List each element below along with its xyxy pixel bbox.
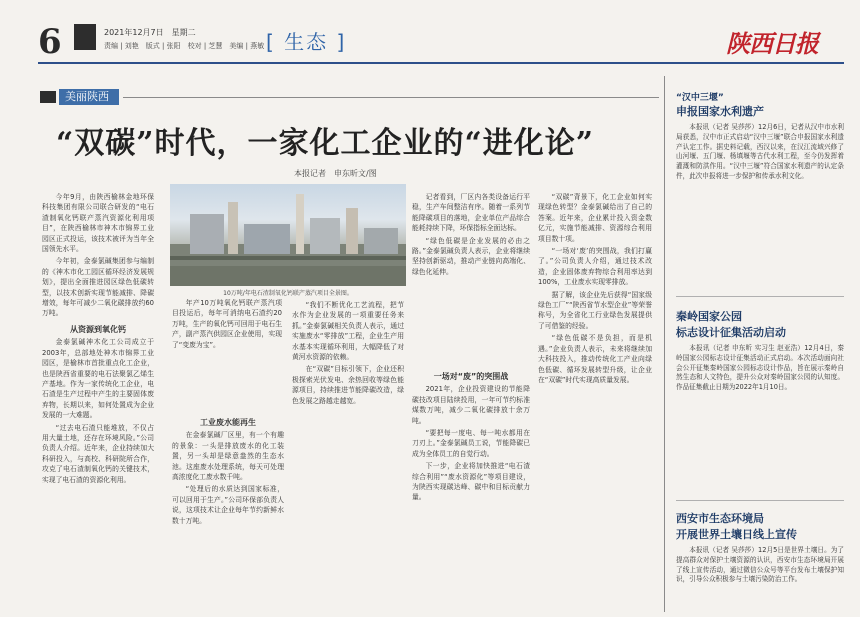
article-paragraph: 记者看到，厂区内各类设备运行平稳，生产车间整洁有序。随着一系列节能降碳项目的落地，企业单位产品综合能耗持续下降，环保指标全面达标。 (412, 193, 530, 233)
section-bracket-left: [ (266, 30, 285, 54)
article-paragraph: “我们不断优化工艺流程，把节水作为企业发展的一项重要任务来抓。”金泰氯碱相关负责人表示，通过实施废水“零排放”工程，企业生产用水基本实现循环利用，大幅降低了对黄河水资源的依赖。 (292, 301, 404, 362)
article-column-2b (172, 412, 284, 612)
section-title (266, 26, 346, 55)
sidebar-article-1 (676, 90, 844, 303)
article-column-2a (172, 298, 282, 398)
article-paragraph: “过去电石渣只能堆放，不仅占用大量土地，还存在环境风险。”公司负责人介绍。近年来，企业持续加大科研投入，与高校、科研院所合作，攻克了电石渣制氧化钙的关键技术，实现了电石渣的资源化利用。 (42, 423, 154, 484)
article-paragraph: 据了解，该企业先后获得“国家级绿色工厂”“陕西省节水型企业”等荣誉称号，为全省化工行业绿色发展提供了可借鉴的经验。 (538, 290, 652, 330)
sidebar-title-line1: 秦岭国家公园 (676, 310, 742, 323)
editor-credits: 责编 | 刘艳 版式 | 张阳 校对 | 芝慧 美编 | 燕敏 (104, 42, 265, 50)
byline: 本报记者 申东昕文/图 (294, 169, 377, 178)
article-column-1 (42, 192, 154, 612)
page-number: 6 (38, 22, 62, 62)
article-column-4a (412, 192, 530, 360)
issue-date: 2021年12月7日 星期二 (104, 28, 196, 37)
header-divider (38, 62, 844, 64)
page-number-block (74, 24, 96, 50)
article-paragraph: “一场对‘废’的突围战，我们打赢了。”公司负责人介绍，通过技术改造，企业固体废弃物综合利用率达到100%，工业废水实现零排放。 (538, 247, 652, 287)
article-paragraph: 年产10万吨氧化钙联产蒸汽项目投运后，每年可消纳电石渣约20万吨，生产的氧化钙可回用于电石生产，副产蒸汽供园区企业使用，实现了“变废为宝”。 (172, 299, 282, 349)
article-paragraph: 2021年，企业投资建设的节能降碳技改项目陆续投用，一年可节约标准煤数万吨，减少二氧化碳排放十余万吨。 (412, 385, 530, 425)
article-paragraph: “绿色低碳是企业发展的必由之路。”金泰氯碱负责人表示，企业将继续坚持创新驱动，推动产业链向高端化、绿色化延伸。 (412, 236, 530, 276)
sidebar-body (676, 546, 844, 610)
article-subhead: 从资源到氧化钙 (70, 324, 126, 334)
column-tag-marker (40, 91, 56, 103)
sidebar-title: 申报国家水利遗产 (676, 105, 764, 118)
sidebar-paragraph: 本报讯（记者 吴莎莎）12月6日，记者从汉中市水利局获悉，汉中市正式启动“汉中三堰”联合申报国家水利遗产认定工作。据史料记载，西汉以来，在汉江流域兴修了山河堰、五门堰、杨填堰等古代水利工程，至今仍发挥着灌溉和防洪作用。“汉中三堰”符合国家水利遗产的认定条件，此次申报将进一步保护和传承水利文化。 (676, 123, 844, 180)
sidebar-title-line2: 标志设计征集活动启动 (676, 326, 786, 339)
section-label: 生态 (284, 30, 329, 54)
sidebar-kicker: “汉中三堰” (676, 93, 724, 103)
factory-illustration (170, 184, 406, 286)
sidebar-article-3 (676, 510, 844, 610)
sidebar-title-line2: 开展世界土壤日线上宣传 (676, 528, 797, 541)
factory-photo (170, 184, 406, 286)
photo-caption: 10万吨/年电石渣制氧化钙联产蒸汽项目全景图。 (223, 290, 353, 297)
sidebar-body (676, 344, 844, 468)
article-column-3 (292, 300, 404, 612)
article-paragraph: 在金泰氯碱厂区里，有一个有趣的景象：一头是排放废水的化工装置，另一头却是绿意盎然的生态水池。这座废水处理系统，每天可处理高浓度化工废水数千吨。 (172, 431, 284, 482)
article-subhead: 工业废水能再生 (200, 418, 256, 427)
article-column-5 (538, 192, 652, 612)
main-headline: “双碳”时代，一家化工企业的“进化论” (56, 126, 595, 161)
article-paragraph: 今年9月，由陕西榆林金地环保科技集团有限公司联合研发的“电石渣制氧化钙联产蒸汽资源化利用项目”，在陕西榆林市神木市锦界工业园区正式投运，该技术被评为当年全国领先水平。 (42, 193, 154, 254)
article-paragraph: “绿色低碳不是负担，而是机遇。”企业负责人表示，未来将继续加大科技投入，推动传统化工产业向绿色低碳、循环发展转型升级，让企业在“双碳”时代实现高质量发展。 (538, 334, 652, 384)
article-paragraph: 金泰氯碱神木化工公司成立于2003年，总部地处神木市锦界工业园区，是榆林市首批重点化工企业，也是陕西省重要的电石法聚氯乙烯生产基地。作为一家传统化工企业，电石渣是生产过程中产生的主要固体废弃物，长期以来，如何处置成为企业发展的一大难题。 (42, 338, 154, 420)
sidebar-title-line1: 西安市生态环境局 (676, 512, 764, 525)
article-column-4b (412, 366, 530, 612)
section-bracket-right: ] (328, 30, 347, 54)
column-tag-label: 美丽陕西 (59, 89, 119, 105)
sidebar-paragraph: 本报讯（记者 申东昕 实习生 赵亚浩）12月4日，秦岭国家公园标志设计征集活动正式启动。本次活动面向社会公开征集秦岭国家公园标志设计作品，旨在展示秦岭自然生态和人文特色，提升公众对秦岭国家公园的认知度。作品征集截止日期为2022年1月10日。 (676, 344, 844, 392)
sidebar-body (676, 123, 844, 303)
sidebar-divider (664, 76, 665, 612)
sidebar-separator (676, 500, 844, 501)
article-paragraph: “双碳”背景下，化工企业如何实现绿色转型？金泰氯碱给出了自己的答案。近年来，企业累计投入资金数亿元，实施节能减排、资源综合利用项目数十项。 (538, 193, 652, 243)
column-tag (40, 88, 659, 106)
masthead-logo: 陕西日报 (726, 29, 818, 58)
sidebar-separator (676, 296, 844, 297)
sidebar-paragraph: 本报讯（记者 吴莎莎）12月5日是世界土壤日。为了提高群众对保护土壤资源的认识，西安市生态环境局开展了线上宣传活动，通过微信公众号等平台发布土壤保护知识，引导公众积极参与土壤污染防治工作。 (676, 546, 844, 584)
article-subhead: 一场对“废”的突围战 (433, 372, 509, 381)
article-paragraph: “处理后的水质达到国家标准，可以回用于生产。”公司环保部负责人说，这项技术让企业每年节约新鲜水数十万吨。 (172, 485, 284, 525)
article-paragraph: 今年初，金泰氯碱集团参与编制的《神木市化工园区循环经济发展规划》，提出全面推进园区绿色低碳转型，以技术创新实现节能减排、降碳增效，每年可减少二氧化碳排放约60万吨。 (42, 257, 154, 318)
article-paragraph: 在“双碳”目标引领下，企业还积极探索光伏发电、余热回收等绿色能源项目，持续推进节能降碳改造，绿色发展之路越走越宽。 (292, 365, 404, 405)
article-paragraph: “要把每一度电、每一吨水都用在刀刃上。”金泰氯碱员工说，节能降碳已成为全体员工的自觉行动。 (412, 429, 530, 458)
column-tag-rule (123, 97, 659, 98)
sidebar-article-2 (676, 308, 844, 468)
article-paragraph: 下一步，企业将加快推进“电石渣综合利用”“废水资源化”等项目建设，为陕西实现碳达峰、碳中和目标贡献力量。 (412, 462, 530, 502)
